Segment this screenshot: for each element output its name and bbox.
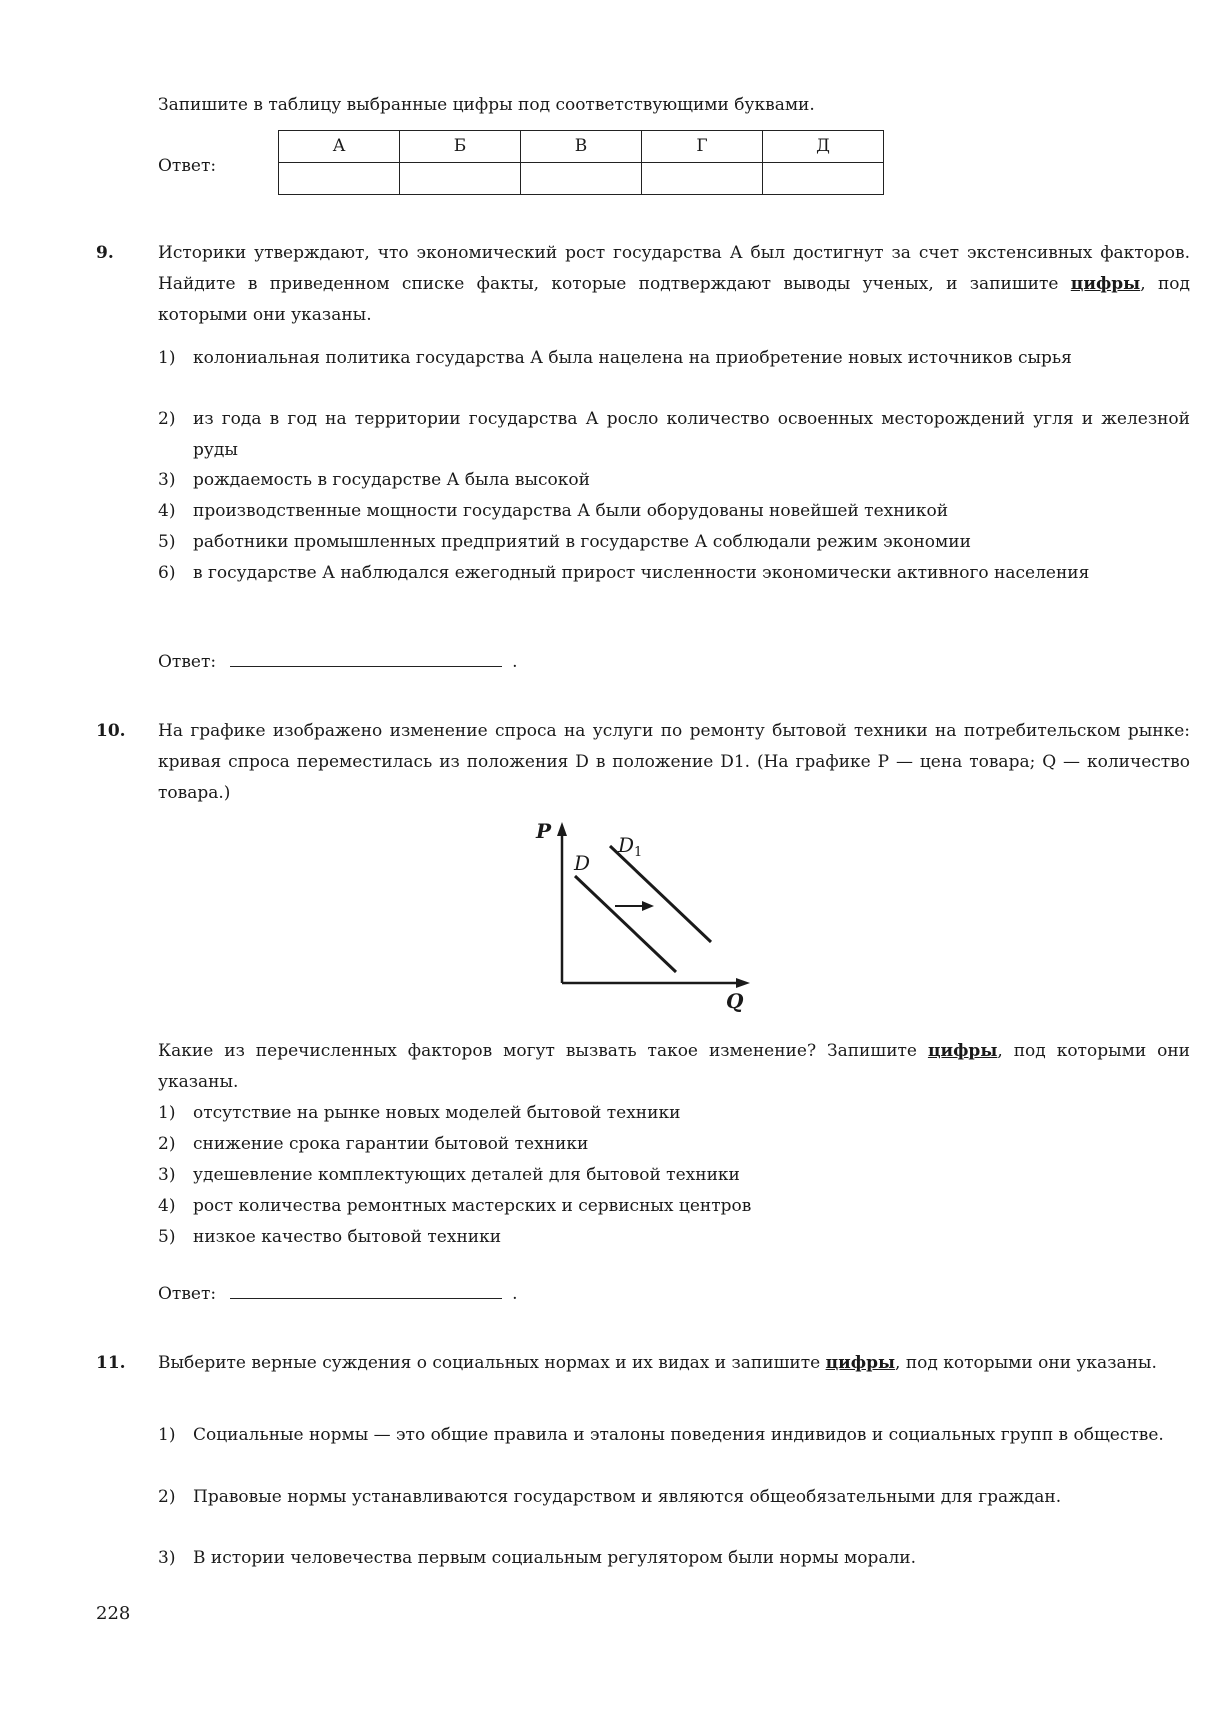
demand-curve-d [575, 876, 676, 972]
prompt-text-part: Какие из перечисленных факторов могут вызвать такое изменение? Запишите [158, 1041, 928, 1061]
answer-cell[interactable] [521, 163, 642, 195]
item-number: 2) [158, 1487, 176, 1507]
list-item [158, 527, 1190, 558]
answer-table [278, 130, 884, 195]
list-item [158, 496, 1190, 527]
shift-arrow-icon [642, 901, 654, 911]
answer-cell[interactable] [642, 163, 763, 195]
item-number: 4) [158, 1196, 176, 1216]
item-number: 3) [158, 470, 176, 490]
answer-input-line[interactable] [230, 646, 502, 667]
item-number: 1) [158, 348, 176, 368]
emphasis-word: цифры [825, 1353, 896, 1373]
table-instruction: Запишите в таблицу выбранные цифры под соответствующими буквами. [158, 95, 815, 115]
list-item [158, 465, 1190, 496]
question-text-part: Историки утверждают, что экономический рост государства А был достигнут за счет экстенсивных факторов. Найдите в приведенном списке факты, которые подтверждают выводы ученых, и запишите [158, 243, 1190, 294]
answer-input-line[interactable] [230, 1278, 502, 1299]
item-text: производственные мощности государства А были оборудованы новейшей техникой [193, 501, 949, 521]
item-text: рождаемость в государстве А была высокой [193, 470, 590, 490]
item-number: 5) [158, 532, 176, 552]
curve-label-d: D [574, 851, 591, 875]
item-text: Социальные нормы — это общие правила и эталоны поведения индивидов и социальных групп в обществе. [193, 1425, 1164, 1445]
list-item [158, 1543, 1190, 1574]
x-axis-label: Q [726, 989, 744, 1013]
item-text: в государстве А наблюдался ежегодный прирост численности экономически активного населения [193, 563, 1090, 583]
answer-label: Ответ: [158, 1284, 217, 1304]
item-text: отсутствие на рынке новых моделей бытовой техники [193, 1103, 681, 1123]
item-number: 2) [158, 1134, 176, 1154]
item-number: 3) [158, 1165, 176, 1185]
item-text: удешевление комплектующих деталей для бытовой техники [193, 1165, 740, 1185]
curve-label-d1-subscript: 1 [634, 845, 643, 860]
list-item [158, 1129, 1190, 1160]
answer-table-header: Г [642, 131, 763, 163]
item-text: рост количества ремонтных мастерских и сервисных центров [193, 1196, 752, 1216]
answer-row: Ответ: . [158, 1278, 518, 1310]
question-text: На графике изображено изменение спроса на услуги по ремонту бытовой техники на потребительском рынке: кривая спроса переместилась из положения D в положение D1. (На графике P — цена товара; Q — количество товара.) [158, 721, 1190, 803]
question-text-part: , под которыми они указаны. [158, 274, 1190, 325]
question-number: 10. [96, 721, 126, 741]
list-item [158, 558, 1190, 589]
answer-cell[interactable] [400, 163, 521, 195]
list-item [158, 1160, 1190, 1191]
question-text [158, 1348, 1190, 1379]
answer-cell[interactable] [279, 163, 400, 195]
list-item [158, 1191, 1190, 1222]
list-item [158, 1420, 1190, 1451]
answer-table-header-row [279, 131, 884, 163]
item-number: 6) [158, 563, 176, 583]
question-number: 9. [96, 243, 114, 263]
prompt-text-part: , под которыми они указаны. [158, 1041, 1191, 1092]
item-text: Правовые нормы устанавливаются государством и являются общеобязательными для граждан. [193, 1487, 1062, 1507]
list-item [158, 404, 1190, 466]
y-axis-label: P [536, 819, 552, 843]
item-text: работники промышленных предприятий в государстве А соблюдали режим экономии [193, 532, 971, 552]
answer-table-header: А [279, 131, 400, 163]
list-item [158, 343, 1190, 374]
curve-label-d1 [617, 833, 642, 860]
item-number: 1) [158, 1425, 176, 1445]
answer-cell[interactable] [763, 163, 884, 195]
answer-label: Ответ: [158, 156, 217, 176]
y-axis-arrow-icon [557, 822, 567, 836]
emphasis-word: цифры [1070, 274, 1141, 294]
answer-table-header: Д [763, 131, 884, 163]
list-item [158, 1098, 1190, 1129]
question-text-part: Выберите верные суждения о социальных нормах и их видах и запишите [158, 1353, 826, 1373]
item-text: В истории человечества первым социальным регулятором были нормы морали. [193, 1548, 917, 1568]
item-number: 5) [158, 1227, 176, 1247]
answer-table-header: В [521, 131, 642, 163]
demand-shift-graph [530, 818, 760, 1018]
question-prompt [158, 1036, 1190, 1098]
emphasis-word: цифры [927, 1041, 998, 1061]
page-number: 228 [96, 1603, 131, 1624]
answer-table-header: Б [400, 131, 521, 163]
item-number: 2) [158, 409, 176, 429]
item-number: 3) [158, 1548, 176, 1568]
demand-curve-d1 [610, 846, 711, 942]
item-text: колониальная политика государства А была нацелена на приобретение новых источников сырья [193, 348, 1072, 368]
answer-row: Ответ: . [158, 646, 518, 678]
answer-table-input-row [279, 163, 884, 195]
item-text: снижение срока гарантии бытовой техники [193, 1134, 589, 1154]
item-number: 4) [158, 501, 176, 521]
answer-label: Ответ: [158, 652, 217, 672]
x-axis-arrow-icon [736, 978, 750, 988]
item-text: низкое качество бытовой техники [193, 1227, 502, 1247]
question-text [158, 238, 1190, 331]
list-item [158, 1482, 1190, 1513]
item-number: 1) [158, 1103, 176, 1123]
list-item [158, 1222, 1190, 1253]
question-number: 11. [96, 1353, 126, 1373]
curve-label-d1-letter: D [618, 833, 635, 857]
item-text: из года в год на территории государства А росло количество освоенных месторождений угля и железной руды [193, 409, 1190, 460]
question-text-part: , под которыми они указаны. [895, 1353, 1157, 1373]
